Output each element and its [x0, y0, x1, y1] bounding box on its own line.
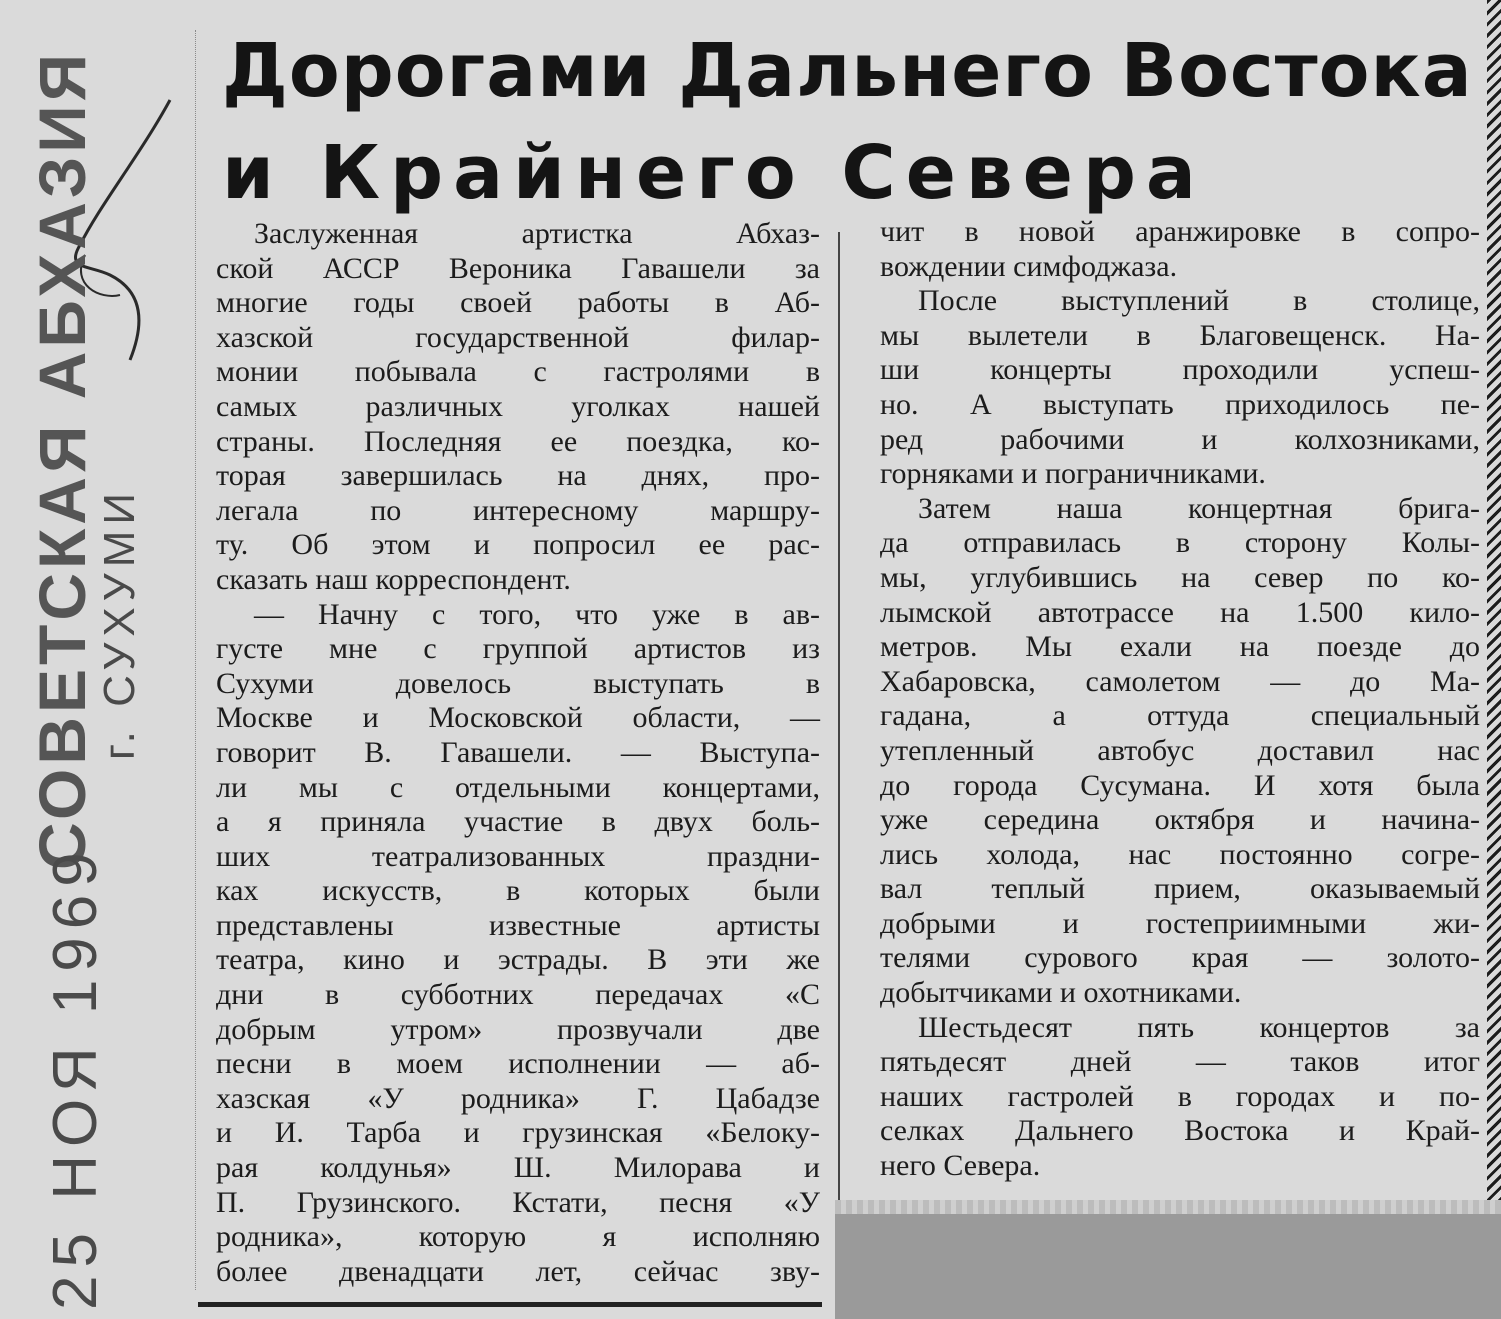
text-line: ту. Об этом и попросил ее рас-	[216, 528, 820, 562]
text-line: ках искусств, в которых были	[216, 874, 820, 908]
text-line: — Начну с того, что уже в ав-	[254, 597, 820, 631]
text-line: чит в новой аранжировке в сопро-	[880, 215, 1480, 248]
text-line: монии побывала с гастролями в	[216, 355, 820, 389]
article-column-right	[880, 215, 1480, 1184]
text-line: метров. Мы ехали на поезде до	[880, 630, 1480, 664]
text-line: торая завершилась на днях, про-	[216, 459, 820, 493]
cut-line	[1487, 0, 1501, 1200]
text-line: а я приняла участие в двух боль-	[216, 805, 820, 839]
text-line: Хабаровска, самолетом — до Ма-	[880, 664, 1480, 698]
text-line: вождении симфоджаза.	[880, 249, 1178, 283]
title-line-2: и Крайнего Севера	[222, 130, 1206, 216]
text-line: мы, углубившись на север по ко-	[880, 560, 1480, 594]
text-line: хазской государственной филар-	[216, 320, 820, 354]
text-line: самых различных уголках нашей	[216, 389, 820, 423]
text-line: вал теплый прием, оказываемый	[880, 872, 1480, 906]
text-line: легала по интересному маршру-	[216, 493, 820, 527]
text-line: Шестьдесят пять концертов за	[918, 1010, 1480, 1044]
text-line: добрым утром» прозвучали две	[216, 1012, 820, 1046]
text-line: но. А выступать приходилось пе-	[880, 387, 1480, 421]
text-line: ред рабочими и колхозниками,	[880, 422, 1480, 456]
text-line: дни в субботних передачах «С	[216, 978, 820, 1012]
text-line: П. Грузинского. Кстати, песня «У	[216, 1185, 820, 1219]
text-line: телями сурового края — золото-	[880, 941, 1480, 975]
text-line: Сухуми довелось выступать в	[216, 666, 820, 700]
background-area	[835, 1208, 1501, 1319]
text-line: родника», которую я исполняю	[216, 1220, 820, 1254]
article-title	[222, 20, 1482, 224]
text-line: утепленный автобус доставил нас	[880, 733, 1480, 767]
text-line: театра, кино и эстрады. В эти же	[216, 943, 820, 977]
text-line: хазская «У родника» Г. Цабадзе	[216, 1081, 820, 1115]
text-line: пятьдесят дней — таков итог	[880, 1045, 1480, 1079]
text-line: да отправилась в сторону Колы-	[880, 526, 1480, 560]
text-line: мы вылетели в Благовещенск. На-	[880, 318, 1480, 352]
text-line: более двенадцати лет, сейчас зву-	[216, 1254, 820, 1288]
text-line: ли мы с отдельными концертами,	[216, 770, 820, 804]
text-line: многие годы своей работы в Аб-	[216, 286, 820, 320]
title-line-1: Дорогами Дальнего Востока	[222, 28, 1473, 114]
text-line: После выступлений в столице,	[918, 284, 1480, 318]
text-line: добрыми и гостеприимными жи-	[880, 906, 1480, 940]
article-column-left	[216, 217, 820, 1289]
text-line: добытчиками и охотниками.	[880, 976, 1242, 1010]
text-line: уже середина октября и начина-	[880, 803, 1480, 837]
text-line: и И. Тарба и грузинская «Белоку-	[216, 1116, 820, 1150]
column-divider	[838, 232, 840, 1200]
text-line: лымской автотрассе на 1.500 кило-	[880, 595, 1480, 629]
text-line: ших театрализованных праздни-	[216, 839, 820, 873]
text-line: него Севера.	[880, 1149, 1041, 1183]
stamp-date: 25 НОЯ 1969	[41, 844, 110, 1310]
text-line: говорит В. Гавашели. — Выступа-	[216, 735, 820, 769]
text-line: лись холода, нас постоянно согре-	[880, 837, 1480, 871]
text-line: страны. Последняя ее поездка, ко-	[216, 424, 820, 458]
text-line: наших гастролей в городах и по-	[880, 1079, 1480, 1113]
torn-edge	[835, 1200, 1501, 1214]
text-line: представлены известные артисты	[216, 908, 820, 942]
text-line: Москве и Московской области, —	[216, 701, 820, 735]
text-line: Затем наша концертная брига-	[918, 491, 1480, 525]
text-line: густе мне с группой артистов из	[216, 632, 820, 666]
text-line: горняками и пограничниками.	[880, 457, 1266, 491]
text-line: гадана, а оттуда специальный	[880, 699, 1480, 733]
text-line: рая колдунья» Ш. Милорава и	[216, 1151, 820, 1185]
text-line: ши концерты проходили успеш-	[880, 353, 1480, 387]
text-line: песни в моем исполнении — аб-	[216, 1047, 820, 1081]
stamp-newspaper: СОВЕТСКАЯ АБХАЗИЯ	[25, 49, 99, 870]
text-line: селках Дальнего Востока и Край-	[880, 1114, 1480, 1148]
bottom-rule	[198, 1302, 822, 1307]
text-line: Заслуженная артистка Абхаз-	[254, 217, 820, 250]
margin-line	[195, 30, 197, 1290]
text-line: ской АССР Вероника Гавашели за	[216, 251, 820, 285]
stamp-city: г. СУХУМИ	[95, 487, 144, 760]
text-line: до города Сусумана. И хотя была	[880, 768, 1480, 802]
text-line: сказать наш корреспондент.	[216, 562, 571, 596]
